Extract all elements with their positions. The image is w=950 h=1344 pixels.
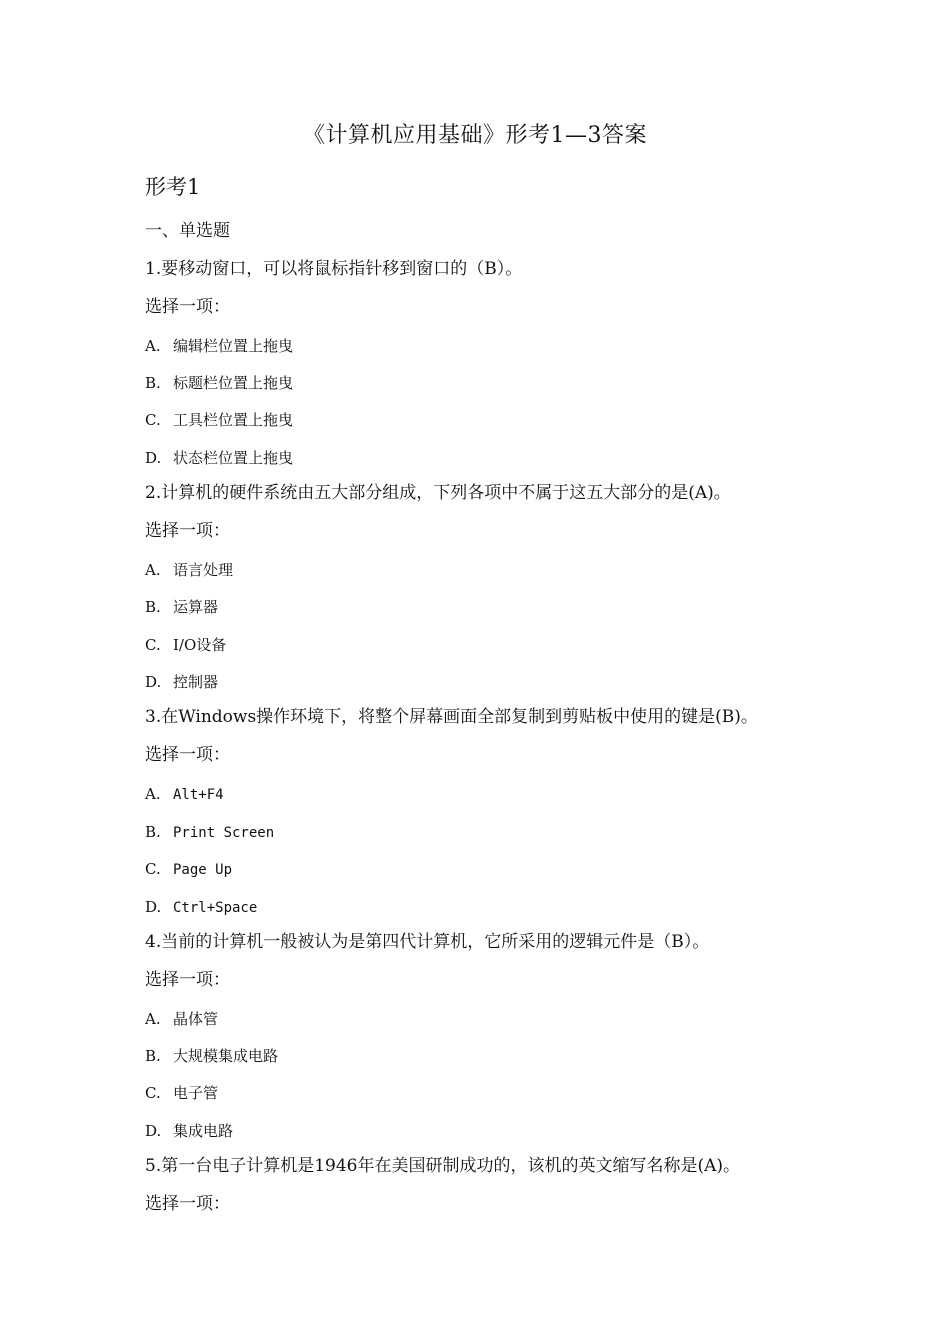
option-letter: B. <box>145 1047 161 1065</box>
option-letter: B. <box>145 823 161 841</box>
option-1a <box>145 335 293 357</box>
option-letter: D. <box>145 449 162 467</box>
choose-label: 选择一项： <box>145 970 230 990</box>
option-1d <box>145 447 293 469</box>
option-letter: C. <box>145 411 161 429</box>
option-4a <box>145 1008 218 1030</box>
option-letter: C. <box>145 860 161 878</box>
option-letter: A. <box>145 1010 161 1028</box>
option-4d <box>145 1120 233 1142</box>
option-text: 晶体管 <box>173 1010 219 1028</box>
document-title: 《计算机应用基础》形考1—3答案 <box>303 123 647 148</box>
option-text: I/O设备 <box>173 636 227 654</box>
option-text: 语言处理 <box>173 561 234 579</box>
choose-label: 选择一项： <box>145 297 230 317</box>
choose-label: 选择一项： <box>145 1194 230 1214</box>
option-text: 控制器 <box>173 673 219 691</box>
option-text: Page Up <box>173 862 233 878</box>
option-2c <box>145 634 226 656</box>
option-text: Alt+F4 <box>173 787 224 803</box>
option-1b <box>145 372 293 394</box>
option-letter: D. <box>145 673 162 691</box>
question-3: 3.在Windows操作环境下，将整个屏幕画面全部复制到剪贴板中使用的键是(B)。 <box>145 707 758 727</box>
section-title: 形考1 <box>145 175 201 199</box>
option-text: 状态栏位置上拖曳 <box>173 449 294 467</box>
choose-label: 选择一项： <box>145 521 230 541</box>
option-letter: A. <box>145 785 161 803</box>
option-3a <box>145 783 224 806</box>
option-3c <box>145 858 232 881</box>
option-3d <box>145 896 257 919</box>
option-2b <box>145 596 218 618</box>
option-2a <box>145 559 233 581</box>
option-letter: A. <box>145 561 161 579</box>
question-4: 4.当前的计算机一般被认为是第四代计算机，它所采用的逻辑元件是（B）。 <box>145 932 710 952</box>
option-text: Ctrl+Space <box>173 900 258 916</box>
option-2d <box>145 671 218 693</box>
subsection-title: 一、单选题 <box>145 221 230 241</box>
option-letter: A. <box>145 337 161 355</box>
option-text: 标题栏位置上拖曳 <box>173 374 294 392</box>
option-letter: C. <box>145 636 161 654</box>
option-text: 工具栏位置上拖曳 <box>173 411 294 429</box>
option-1c <box>145 409 293 431</box>
question-1: 1.要移动窗口，可以将鼠标指针移到窗口的（B）。 <box>145 259 523 279</box>
option-text: 大规模集成电路 <box>173 1047 279 1065</box>
option-4b <box>145 1045 278 1067</box>
question-5: 5.第一台电子计算机是1946年在美国研制成功的，该机的英文缩写名称是(A)。 <box>145 1156 741 1176</box>
option-letter: B. <box>145 598 161 616</box>
option-letter: C. <box>145 1084 161 1102</box>
option-3b <box>145 821 274 844</box>
choose-label: 选择一项： <box>145 745 230 765</box>
option-letter: D. <box>145 898 162 916</box>
option-text: 电子管 <box>173 1084 219 1102</box>
option-4c <box>145 1082 218 1104</box>
option-text: 集成电路 <box>173 1122 234 1140</box>
option-text: Print Screen <box>173 825 275 841</box>
option-text: 编辑栏位置上拖曳 <box>173 337 294 355</box>
option-letter: D. <box>145 1122 162 1140</box>
option-text: 运算器 <box>173 598 219 616</box>
question-2: 2.计算机的硬件系统由五大部分组成，下列各项中不属于这五大部分的是(A)。 <box>145 483 731 503</box>
option-letter: B. <box>145 374 161 392</box>
